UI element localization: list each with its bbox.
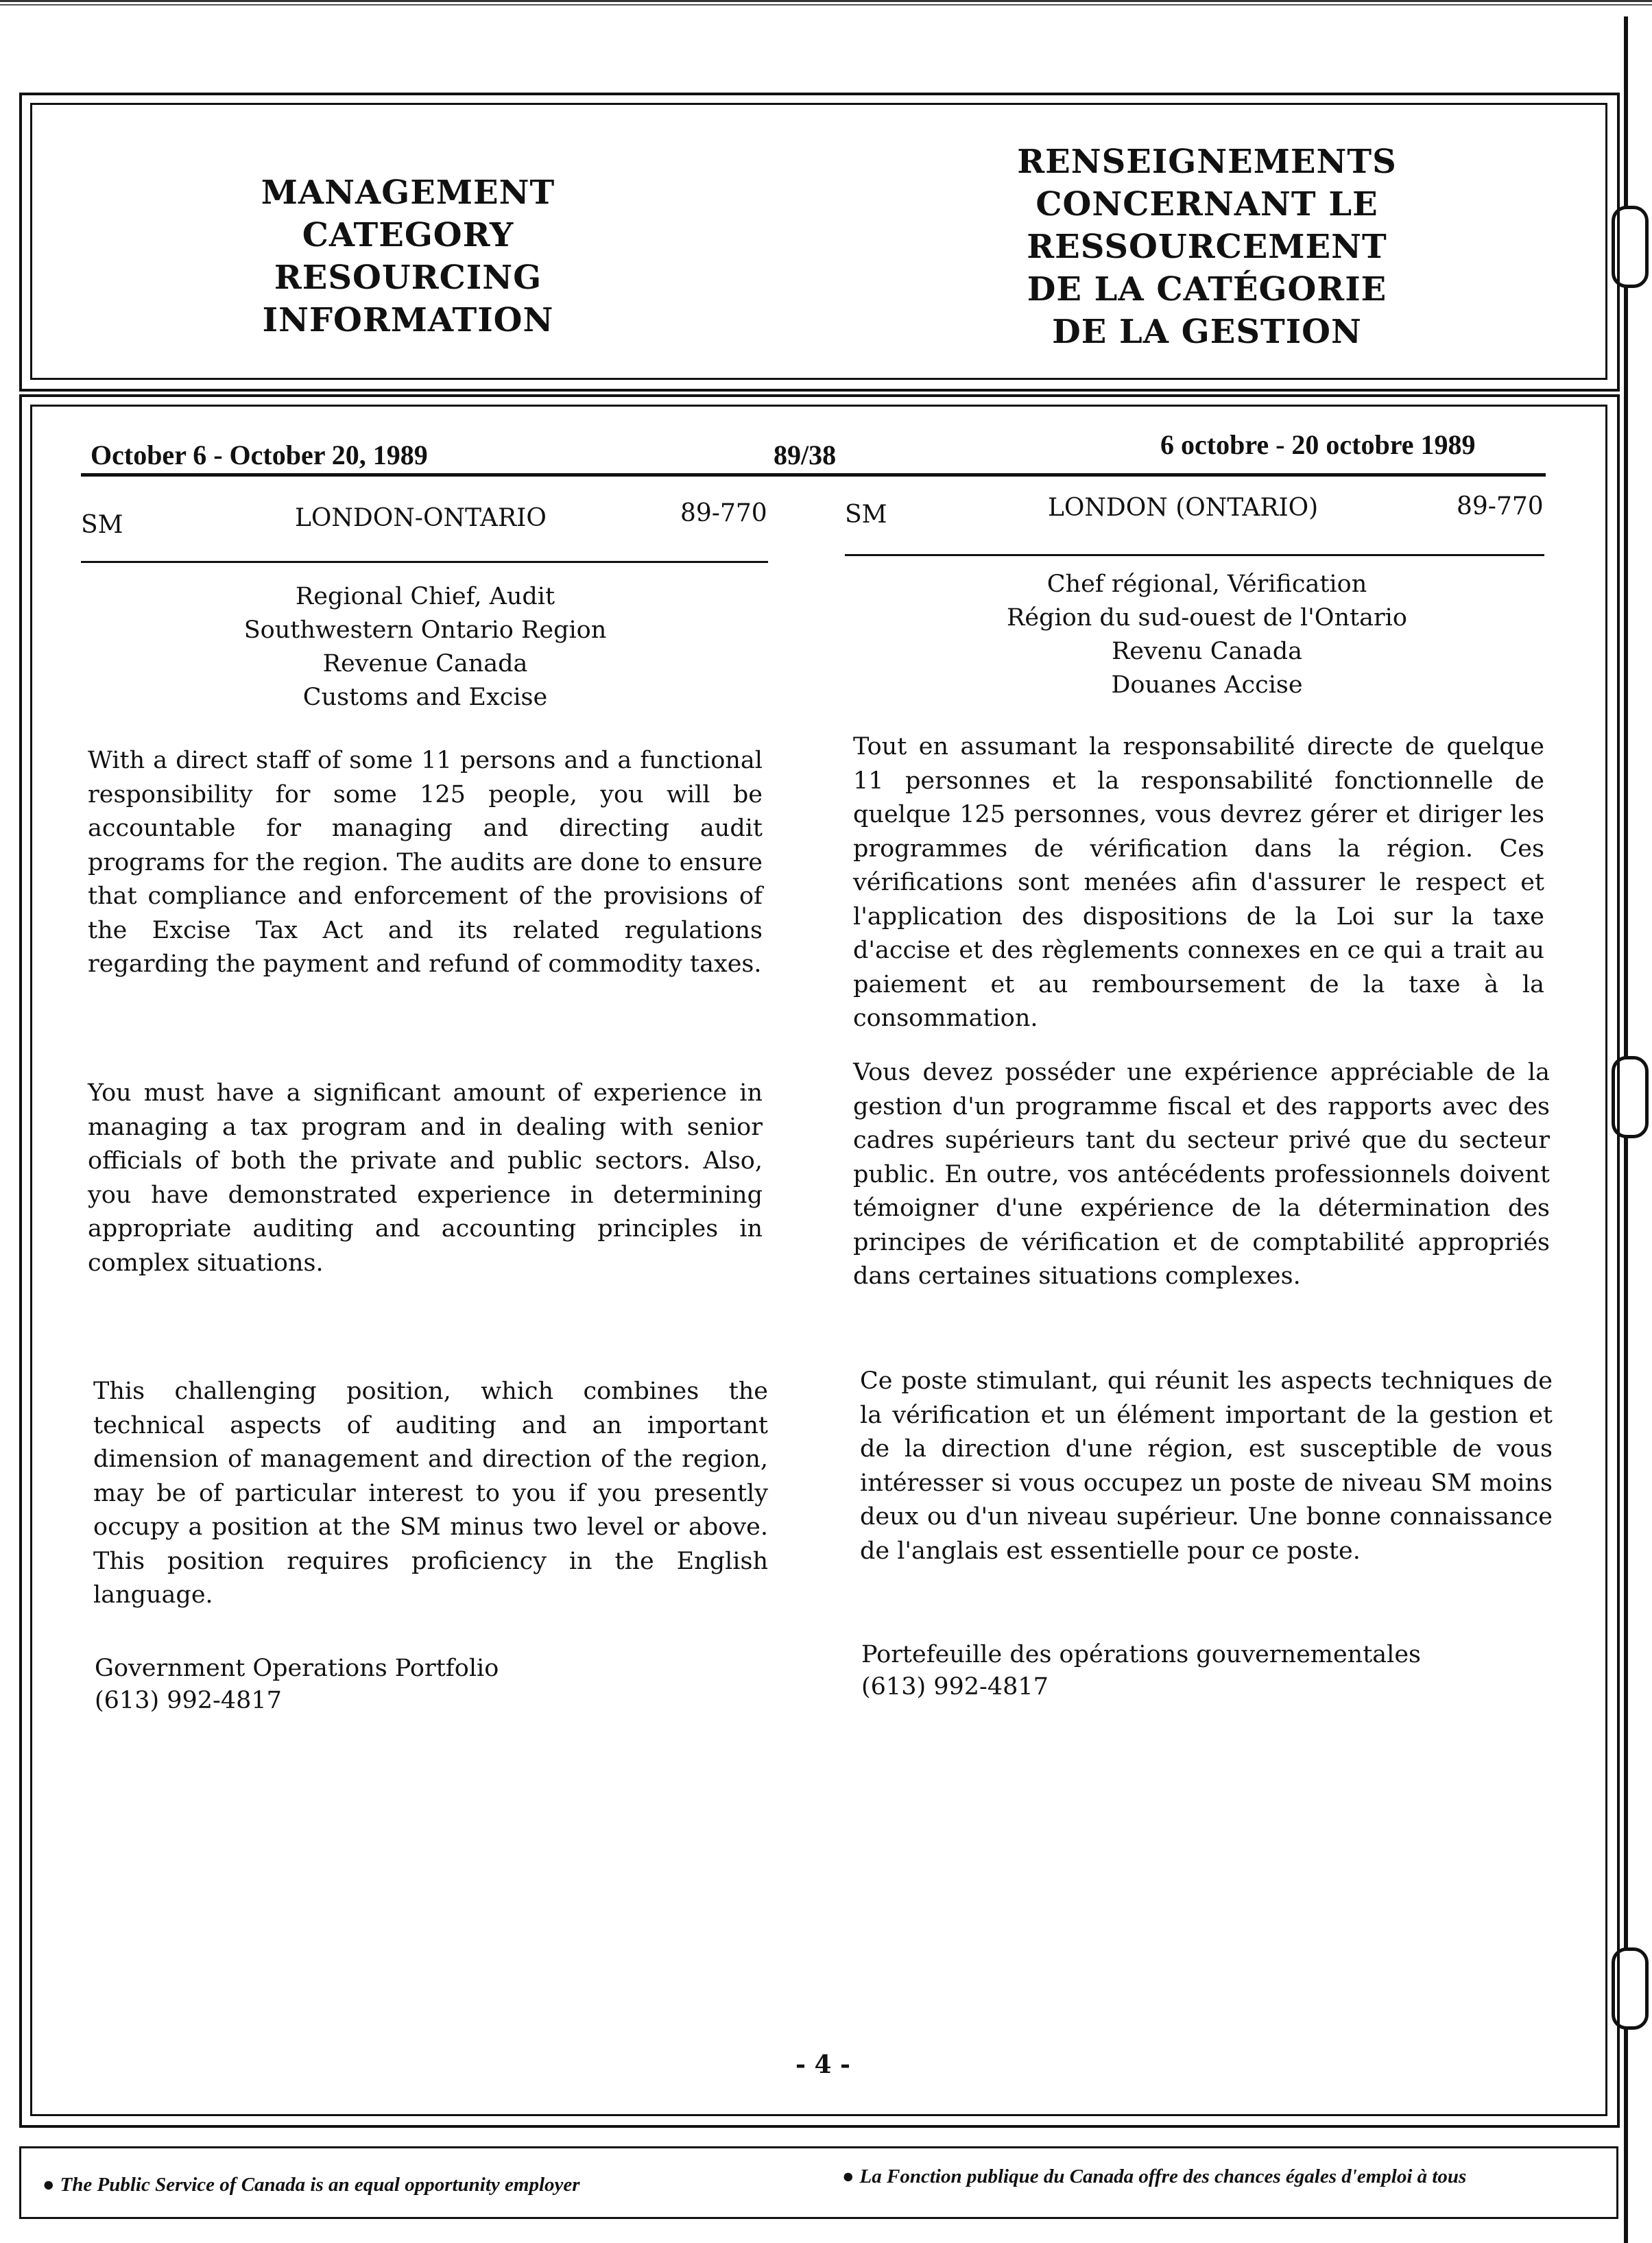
column-rule-fr [845,554,1544,556]
header-title-fr-line: RENSEIGNEMENTS [1017,143,1397,181]
bullet-icon: ● [842,2166,854,2187]
header-title-fr-line: DE LA GESTION [1052,313,1362,351]
group-code-fr: SM [845,501,887,529]
column-rule-en [81,561,768,563]
contact-fr-phone: (613) 992-4817 [861,1673,1049,1701]
paragraph-en: This challenging position, which combines the technical aspects of auditing and an important dimension of management and direction of the region, may be of particular interest to you if you presently occupy a position at the SM minus two level or above. This position requires proficiency in the English language. [93,1378,768,1609]
paragraph-fr: Vous devez posséder une expérience appréciable de la gestion d'un programme fiscal et des rapports avec des cadres supérieurs tant du secteur privé que du secteur public. En outre, vos antécédents professionnels doivent témoigner d'une expérience de la détermination des principes de vérification et de comptabilité appropriés dans certaines situations complexes. [853,1059,1550,1290]
position-title-en-line: Revenue Canada [322,650,528,677]
footer-text-en: The Public Service of Canada is an equal opportunity employer [60,2174,580,2196]
contact-en-phone: (613) 992-4817 [95,1687,282,1714]
location-fr: LONDON (ONTARIO) [1048,494,1319,522]
footer-note-fr [842,2166,1466,2188]
bulletin-number: 89/38 [774,440,837,470]
position-title-fr-line: Chef régional, Vérification [1046,571,1367,598]
paragraph-fr: Ce poste stimulant, qui réunit les aspects techniques de la vérification et un élément important de la gestion et de la direction d'une région, est susceptible de vous intéresser si vous occupez un poste de niveau SM moins deux ou d'un niveau supérieur. Une bonne connaissance de l'anglais est essentielle pour ce poste. [860,1367,1553,1565]
date-range-en: October 6 - October 20, 1989 [91,440,428,470]
position-title-fr-line: Région du sud-ouest de l'Ontario [1007,604,1407,632]
competition-number-en: 89-770 [680,499,767,527]
position-title-fr [946,568,1468,702]
contact-en [95,1653,499,1717]
scan-top-edge [0,0,1652,10]
position-title-en-line: Southwestern Ontario Region [243,616,607,644]
paragraph-fr: Tout en assumant la responsabilité directe de quelque 11 personnes et la responsabilité fonctionnelle de quelque 125 personnes, vous devrez gérer et diriger les programmes de vérification dans la région. Ces vérifications sont menées afin d'assurer le respect et l'application des dispositions de la Loi sur la taxe d'accise et des règlements connexes en ce qui a trait au paiement et au remboursement de la taxe à la consommation. [853,733,1544,1032]
date-range-fr: 6 octobre - 20 octobre 1989 [1160,429,1476,460]
header-title-fr-line: DE LA CATÉGORIE [1027,270,1387,309]
header-title-en [168,171,648,341]
header-title-en-line: RESOURCING [274,259,542,297]
competition-number-fr: 89-770 [1457,492,1544,520]
group-code-en: SM [81,511,123,539]
header-title-en-line: CATEGORY [302,216,514,254]
header-title-en-line: INFORMATION [262,301,554,339]
position-title-en-line: Customs and Excise [302,684,548,711]
footer-text-fr: La Fonction publique du Canada offre des chances égales d'emploi à tous [859,2166,1467,2187]
header-title-en-line: MANAGEMENT [261,173,555,212]
paragraph-en: With a direct staff of some 11 persons and a functional responsibility for some 125 people, you will be accountable for managing and directing audit programs for the region. The audits are done to ensure that compliance and enforcement of the provisions of the Excise Tax Act and its related regulations regarding the payment and refund of commodity taxes. [88,747,763,978]
location-en: LONDON-ONTARIO [295,504,547,532]
header-title-fr-line: RESSOURCEMENT [1027,228,1387,266]
bullet-icon: ● [43,2174,55,2196]
paragraph-en: You must have a significant amount of experience in managing a tax program and in dealing with senior officials of both the private and public sectors. Also, you have demonstrated experience in determining appropriate auditing and accounting principles in complex situations. [88,1079,763,1277]
contact-en-portfolio: Government Operations Portfolio [95,1655,499,1682]
position-title-fr-line: Douanes Accise [1111,671,1303,699]
contact-fr-portfolio: Portefeuille des opérations gouvernementales [861,1641,1422,1668]
header-title-fr-line: CONCERNANT LE [1036,185,1378,224]
date-rule [81,473,1546,477]
position-title-en-line: Regional Chief, Audit [295,583,555,610]
header-title-fr [967,141,1447,353]
page-number: - 4 - [795,2050,850,2079]
position-title-fr-line: Revenu Canada [1111,638,1303,665]
contact-fr [861,1639,1421,1703]
footer-note-en [43,2174,580,2196]
position-title-en [171,580,679,715]
